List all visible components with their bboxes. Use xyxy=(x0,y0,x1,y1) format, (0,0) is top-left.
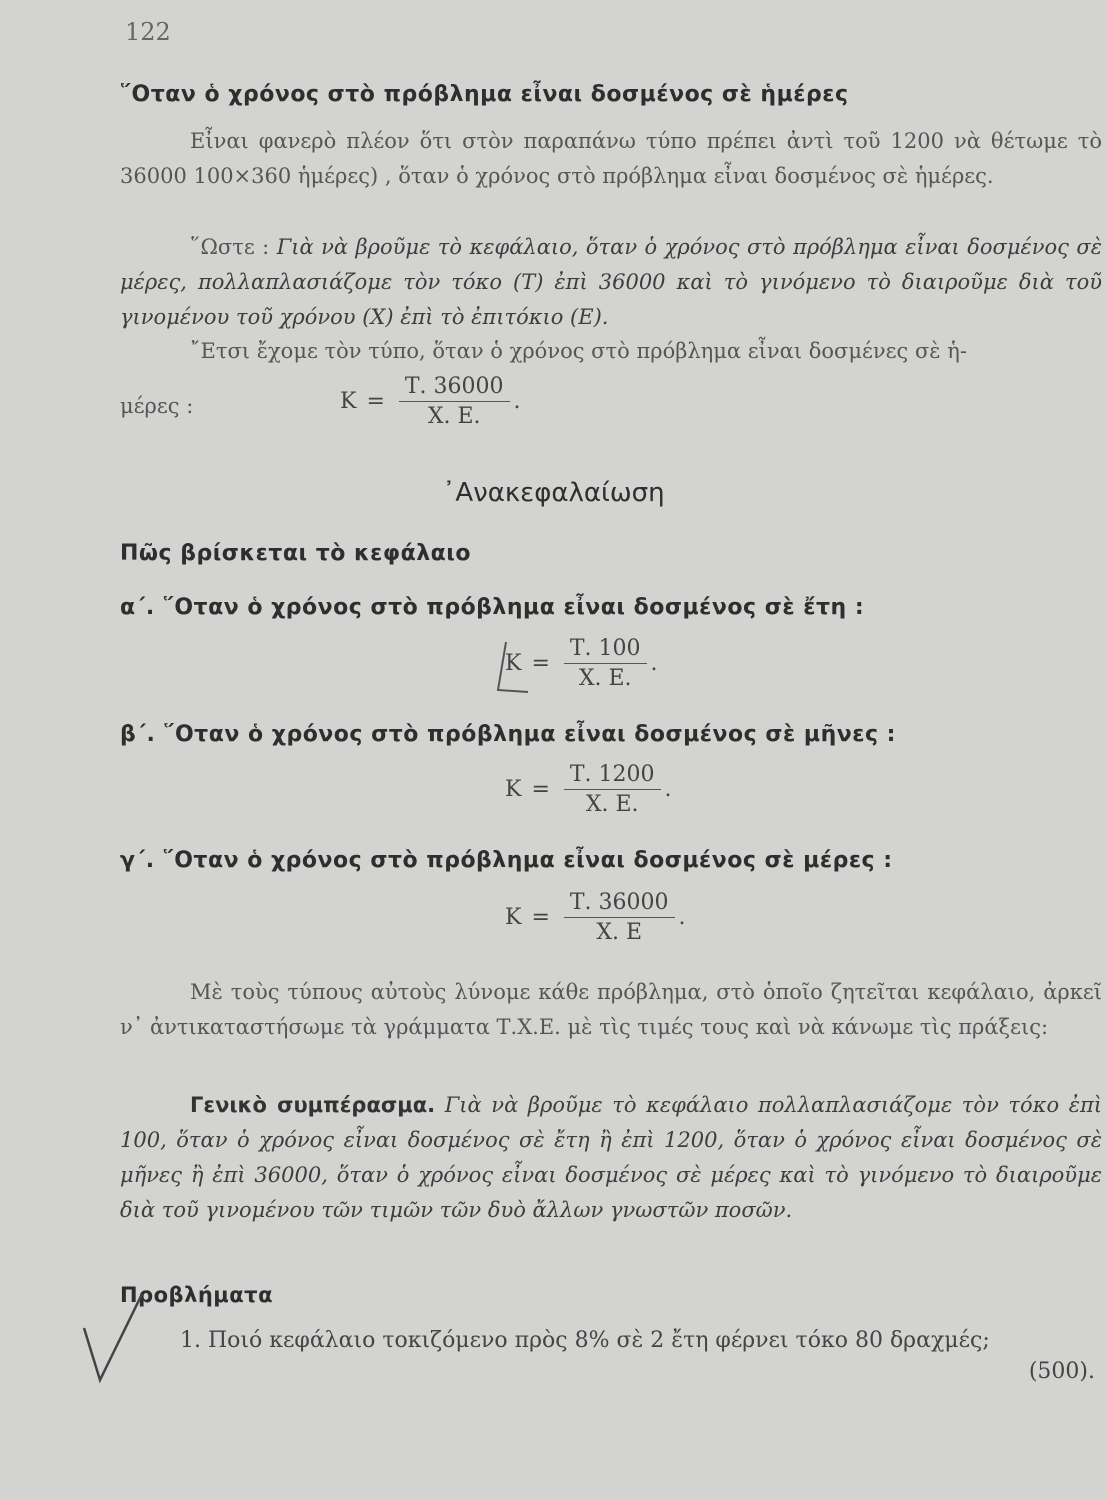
formula-equals: = xyxy=(531,905,550,930)
rule-lead: ῞Ωστε : xyxy=(190,235,270,259)
rule-italic-text: Γιὰ νὰ βροῦμε τὸ κεφάλαιο, ὅταν ὁ χρόνος στὸ πρόβλημα εἶναι δοσμένος σὲ μέρες, πολλαπλασιάζομε τὸν τόκο (Τ) ἐπὶ 36000 καὶ τὸ γινόμενο τὸ διαιροῦμε διὰ τοῦ γινομένου τοῦ χρόνου (Χ) ἐπὶ τὸ ἐπιτόκιο (Ε). xyxy=(120,235,1102,329)
formula-numerator: Τ. 100 xyxy=(564,636,647,664)
conclusion-text: Γιὰ νὰ βροῦμε τὸ κεφάλαιο πολλαπλασιάζομε τὸν τόκο ἐπὶ 100, ὅταν ὁ χρόνος εἶναι δοσμένος σὲ ἔτη ἢ ἐπὶ 1200, ὅταν ὁ χρόνος εἶναι δοσμένος σὲ μῆνες ἢ ἐπὶ 36000, ὅταν ὁ χρόνος εἶναι δοσμένος σὲ μέρες καὶ τὸ γινόμενο τὸ διαιροῦμε διὰ τοῦ γινομένου τῶν τιμῶν τῶν δυὸ ἄλλων γνωστῶν ποσῶν. xyxy=(120,1093,1103,1222)
section-title: ᾿Ανακεφαλαίωση xyxy=(442,478,665,508)
formula-denominator: Χ. Ε. xyxy=(578,666,632,691)
case-c-heading: γ΄. ῞Οταν ὁ χρόνος στὸ πρόβλημα εἶναι δοσμένος σὲ μέρες : xyxy=(120,848,893,873)
usage-text: Μὲ τοὺς τύπους αὐτοὺς λύνομε κάθε πρόβλημα, στὸ ὁποῖο ζητεῖται κεφάλαιο, ἀρκεῖ ν᾿ ἀντικαταστήσωμε τὰ γράμματα Τ.Χ.Ε. μὲ τὶς τιμές τους καὶ νὰ κάνωμε τὶς πράξεις: xyxy=(120,980,1102,1039)
paragraph-formula-intro xyxy=(120,334,1102,369)
formula-lhs: Κ xyxy=(505,651,522,676)
page-number: 122 xyxy=(125,18,171,46)
formula-numerator: Τ. 36000 xyxy=(399,374,510,402)
paragraph-intro xyxy=(120,124,1102,194)
pen-bracket-mark xyxy=(492,636,532,696)
paragraph-rule xyxy=(120,230,1102,335)
formula-denominator: Χ. Ε. xyxy=(427,404,481,429)
formula-end: . xyxy=(650,651,658,676)
formula-equals: = xyxy=(531,777,550,802)
formula-equals: = xyxy=(531,651,550,676)
formula-lhs: Κ xyxy=(505,777,522,802)
formula-fraction xyxy=(399,374,510,429)
heading-days: ῞Οταν ὁ χρόνος στὸ πρόβλημα εἶναι δοσμένος σὲ ἡμέρες xyxy=(120,82,849,107)
formula-lhs: Κ xyxy=(505,905,522,930)
formula-equals: = xyxy=(366,389,385,414)
formula-label-days: μέρες : xyxy=(120,394,194,418)
formula-days-summary xyxy=(505,890,686,945)
case-b-heading: β΄. ῞Οταν ὁ χρόνος στὸ πρόβλημα εἶναι δοσμένος σὲ μῆνες : xyxy=(120,722,896,747)
formula-fraction xyxy=(564,762,661,817)
formula-end: . xyxy=(513,389,521,414)
formula-lhs: Κ xyxy=(340,389,357,414)
formula-end: . xyxy=(678,905,686,930)
sub-heading: Πῶς βρίσκεται τὸ κεφάλαιο xyxy=(120,541,471,566)
formula-months xyxy=(505,762,672,817)
problem-1: 1. Ποιό κεφάλαιο τοκιζόμενο πρὸς 8% σὲ 2 ἔτη φέρνει τόκο 80 δραχμές; xyxy=(180,1328,990,1353)
paragraph-conclusion xyxy=(120,1088,1102,1228)
checkmark-icon xyxy=(78,1290,148,1390)
formula-days xyxy=(340,374,521,429)
paragraph-usage xyxy=(120,975,1102,1045)
formula-numerator: Τ. 36000 xyxy=(564,890,675,918)
problems-heading: Προβλήματα xyxy=(120,1283,274,1307)
formula-fraction xyxy=(564,636,647,691)
formula-fraction xyxy=(564,890,675,945)
conclusion-label: Γενικὸ συμπέρασμα. xyxy=(190,1093,436,1117)
formula-denominator: Χ. Ε. xyxy=(585,792,639,817)
paragraph-intro-text: Εἶναι φανερὸ πλέον ὅτι στὸν παραπάνω τύπο πρέπει ἀντὶ τοῦ 1200 νὰ θέτωμε τὸ 36000 100×360 ἡμέρες) , ὅταν ὁ χρόνος στὸ πρόβλημα εἶναι δοσμένος σὲ ἡμέρες. xyxy=(120,129,1102,188)
formula-denominator: Χ. Ε xyxy=(596,920,643,945)
formula-intro-text: ῎Ετσι ἔχομε τὸν τύπο, ὅταν ὁ χρόνος στὸ πρόβλημα εἶναι δοσμένες σὲ ἡ- xyxy=(190,339,967,363)
formula-numerator: Τ. 1200 xyxy=(564,762,661,790)
formula-end: . xyxy=(664,777,672,802)
case-a-heading: α΄. ῞Οταν ὁ χρόνος στὸ πρόβλημα εἶναι δοσμένος σὲ ἔτη : xyxy=(120,595,865,620)
problem-1-answer: (500). xyxy=(1028,1359,1095,1384)
